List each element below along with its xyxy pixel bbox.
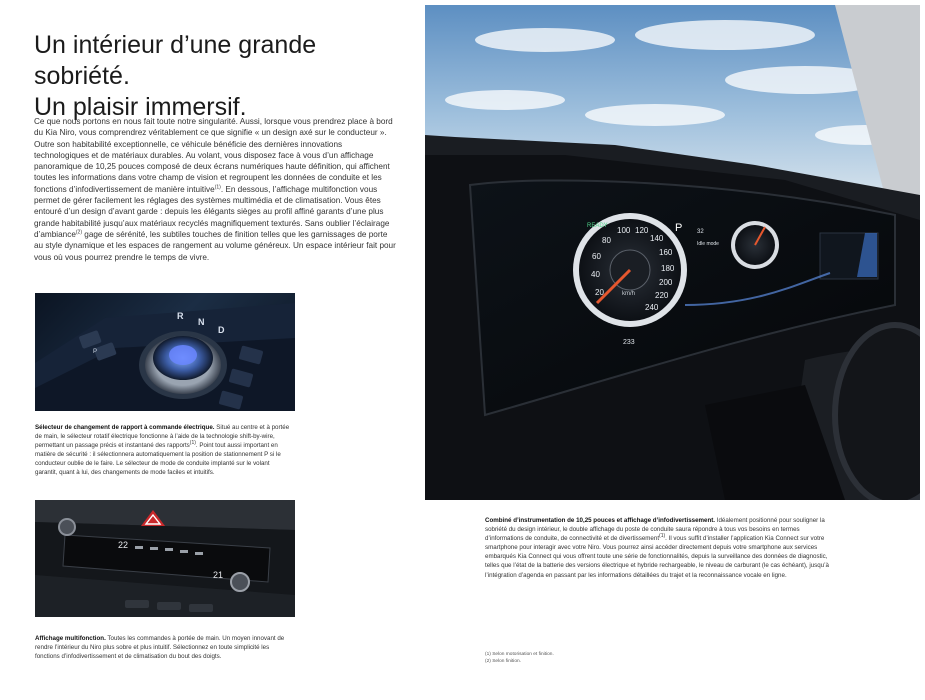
gear-letter-n: N	[198, 317, 205, 327]
gear-selector-photo	[35, 293, 295, 411]
gear-selector-footnote-ref: (1)	[189, 440, 196, 447]
dashboard-caption	[485, 516, 830, 580]
multifunction-caption-body: Toutes les commandes à portée de main. Un moyen innovant de rendre l’intérieur du Niro plus sobre et plus intuitif. Sélectionnez en toute simplicité les fonctions d’infodivertissement et de climatisation du bout des doigts.	[35, 635, 285, 661]
ready-indicator: READY	[587, 223, 608, 229]
speed-tick-180: 180	[661, 264, 675, 273]
dashboard-caption-body: Idéalement positionné pour souligner la sobriété du design intérieur, le double affichage du poste de conduite saura répondre à tous vos besoins en termes d’informations de conduite, de connectivité et de divertissement	[485, 517, 825, 543]
speed-tick-200: 200	[659, 278, 673, 287]
dashboard-photo	[425, 5, 920, 500]
gear-selector-caption-body: Situé au centre et à portée de main, le sélecteur rotatif électrique fonctionne à l’aide de la technologie shift-by-wire, permettant un passage précis et instantané des rapports	[35, 424, 290, 450]
intro-text-1: Ce que nous portons en nous fait toute notre singularité. Aussi, lorsque vous prendrez place à bord du Kia Niro, vous comprendrez véritablement ce que signifie « un design axé sur le conducteur ». Outre son habitabilité exceptionnelle, ce véhicule bénéficie des dernières innovations technologiques et de matériaux durables. Au volant, vous disposez face à vous d’un affichage panoramique de 10,25 pouces composé de deux écrans numériques haute définition, qui affichent toutes les informations dans votre champ de vision et regroupent les données de conduite et les fonctions d’infodivertissement de manière intuitive	[34, 117, 393, 194]
multifunction-caption	[35, 634, 293, 661]
speed-tick-60: 60	[592, 252, 601, 261]
speed-tick-100: 100	[617, 226, 631, 235]
title-line-1: Un intérieur d’une grande sobriété.	[34, 31, 317, 90]
title-line-2: Un plaisir immersif.	[34, 93, 247, 121]
drive-mode: Idle mode	[697, 241, 719, 247]
intro-text-2: . En dessous, l’affichage multifonction vous permet de gérer facilement les réglages des systèmes multimédia et de climatisation. Vous êtes entouré d’un design d’avant garde : depuis les élégants sièges au profil affiné garants d’une plus grande habitabilité jusqu’aux matériaux recyclés magnifiquement texturés. Sans oublier l’éclairage d’ambiance	[34, 184, 390, 239]
gear-letter-r: R	[177, 311, 184, 321]
speed-tick-120: 120	[635, 226, 649, 235]
odometer-readout: 233	[623, 339, 635, 346]
left-temperature: 22	[118, 540, 129, 550]
speed-tick-240: 240	[645, 303, 659, 312]
speed-tick-220: 220	[655, 291, 669, 300]
multifunction-display-photo	[35, 500, 295, 617]
page-title	[34, 30, 414, 123]
speed-unit: km/h	[622, 291, 636, 297]
speed-tick-160: 160	[659, 248, 673, 257]
footnote-1: (1) Selon motorisation et finition.	[485, 652, 554, 657]
gear-selector-illustration	[35, 293, 295, 411]
right-control-knob	[231, 573, 249, 591]
multifunction-display-illustration	[35, 500, 295, 617]
gear-selector-caption-heading: Sélecteur de changement de rapport à commande électrique.	[35, 424, 215, 431]
intro-paragraph	[34, 116, 396, 263]
intro-footnote-ref-1: (1)	[214, 184, 221, 191]
left-control-knob	[59, 519, 75, 535]
dashboard-footnote-ref: (1)	[659, 533, 666, 540]
intro-footnote-ref-2: (2)	[75, 229, 82, 236]
footnotes	[485, 652, 554, 665]
dashboard-illustration	[425, 5, 920, 500]
right-temperature: 21	[213, 570, 224, 580]
intro-text-3: gage de sérénité, les subtiles touches de finition telles que les garnissages de porte au style dynamique et les espaces de rangement au volume généreux. Un espace intérieur fait pour vous où vous pourrez prendre le temps de vivre.	[34, 229, 396, 262]
gear-selector-caption-body-2: . Point tout aussi important en matière de sécurité : il sélectionnera automatiquement la position de stationnement P si le conducteur oublie de le faire. Le sélecteur de mode de conduite implanté sur le volant garantit, quant à lui, des changements de mode faciles et intuitifs.	[35, 442, 281, 477]
gear-selector-caption	[35, 423, 290, 478]
gear-letter-d: D	[218, 325, 225, 335]
range-readout: 32	[697, 229, 704, 235]
multifunction-caption-heading: Affichage multifonction.	[35, 635, 106, 642]
park-button-label: P	[93, 349, 98, 355]
dashboard-caption-heading: Combiné d’instrumentation de 10,25 pouces et affichage d’infodivertissement.	[485, 517, 716, 524]
speed-tick-40: 40	[591, 270, 600, 279]
dashboard-caption-body-2: . Il vous suffit d’installer l’application Kia Connect sur votre smartphone pour interagir avec votre Niro. Vous pourrez ainsi accéder directement depuis votre smartphone aux services embarqués Kia Connect qui vous offrent toute une série de fonctionnalités, depuis la surveillance des données de diagnostic, telles que l’état de la batterie des versions électrique et hybride rechargeable, le niveau de carburant (le cas échéant), jusqu’à l’intégration d’agenda en passant par les informations détaillées du trajet et la reconnaissance vocale en ligne.	[485, 535, 829, 579]
footnote-2: (2) Selon finition.	[485, 658, 521, 664]
speed-tick-80: 80	[602, 236, 611, 245]
gear-indicator: P	[675, 222, 683, 234]
speed-tick-140: 140	[650, 234, 664, 243]
speed-tick-20: 20	[595, 288, 604, 297]
